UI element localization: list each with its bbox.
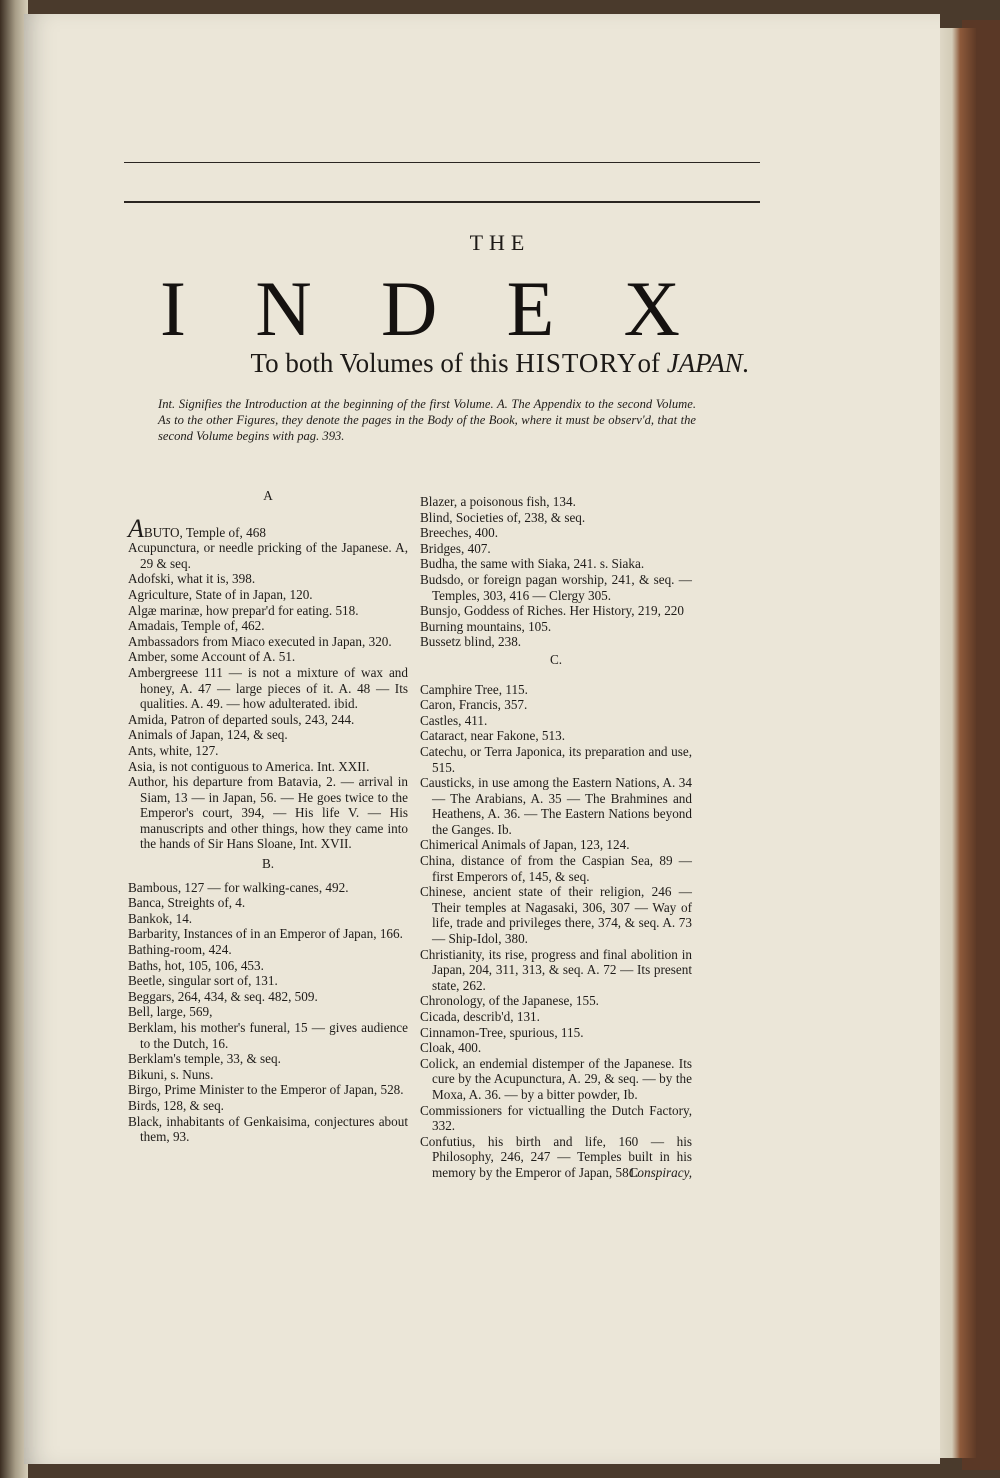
index-entry: Bathing-room, 424. <box>128 942 232 958</box>
index-entry: Bankok, 14. <box>128 910 193 926</box>
index-entry: Ambergreese 111 — is not a mixture of wax and honey, A. 47 — large pieces of it. A. 48 — Its qualities. A. 49. — how adulterated. ibid. <box>128 664 408 712</box>
index-entry: Ambassadors from Miaco executed in Japan, 320. <box>128 633 392 649</box>
index-entry: Birgo, Prime Minister to the Emperor of Japan, 528. <box>128 1082 404 1098</box>
entries-b-right <box>420 494 692 650</box>
index-entry: Author, his departure from Batavia, 2. — arrival in Siam, 13 — in Japan, 56. — He goes twice to the Emperor's court, 394, — His life V. — His manuscripts and other things, how they came into the hands of Sir Hans Sloane, Int. XVII. <box>128 774 408 852</box>
index-entry: Confutius, his birth and life, 160 — his Philosophy, 246, 247 — Temples built in his memory by the Emperor of Japan, 581. <box>420 1133 692 1180</box>
index-entry: Chinese, ancient state of their religion, 246 — Their temples at Nagasaki, 306, 307 — Way of life, trade and privileges there, 374, & seq. A. 73 — Ship-Idol, 380. <box>420 884 692 947</box>
subtitle-lead: To both Volumes of this <box>250 348 509 378</box>
title-letter: E <box>506 265 555 352</box>
header-rule-bottom <box>124 201 760 203</box>
index-entry: Animals of Japan, 124, & seq. <box>128 727 288 743</box>
index-entry: Amadais, Temple of, 462. <box>128 618 265 634</box>
index-entry: Birds, 128, & seq. <box>128 1097 224 1113</box>
index-entry: Acupunctura, or needle pricking of the Japanese. A, 29 & seq. <box>128 540 408 571</box>
entries-b-left <box>128 880 408 1145</box>
index-entry: Blazer, a poisonous fish, 134. <box>420 494 576 509</box>
index-entry: Bell, large, 569, <box>128 1004 213 1020</box>
title-letter: I <box>160 265 186 352</box>
index-entry: Beggars, 264, 434, & seq. 482, 509. <box>128 988 318 1004</box>
entries-a <box>128 540 408 852</box>
title-letter: N <box>255 265 312 352</box>
section-letter-b: B. <box>261 856 275 872</box>
title-letter: X <box>623 265 680 352</box>
index-entry: Breeches, 400. <box>420 525 498 541</box>
index-entry: Amida, Patron of departed souls, 243, 244. <box>128 711 355 727</box>
index-entry: Castles, 411. <box>420 712 488 728</box>
intro-note: Int. Signifies the Introduction at the beginning of the first Volume. A. The Appendix to the second Volume. As to the other Figures, they denote the pages in the Body of the Book, where it must be observ'd, that the second Volume begins with pag. 393. <box>158 397 696 443</box>
index-entry: Beetle, singular sort of, 131. <box>128 973 278 989</box>
index-entry: Baths, hot, 105, 106, 453. <box>128 957 264 973</box>
index-entry: Asia, is not contiguous to America. Int. XXII. <box>128 758 370 774</box>
section-letter-a: A <box>263 488 273 503</box>
section-letter-c: C. <box>549 651 563 667</box>
index-entry: Colick, an endemial distemper of the Japanese. Its cure by the Acupunctura, A. 29, & seq. — by the Moxa, A. 36. — by a bitter powder, Ib. <box>420 1055 692 1102</box>
header-rule-top <box>124 162 760 163</box>
index-entry <box>128 513 408 543</box>
index-entry: Caron, Francis, 357. <box>420 697 528 713</box>
title-index <box>160 265 680 352</box>
index-entry: Commissioners for victualling the Dutch Factory, 332. <box>420 1102 692 1134</box>
index-entry: Cicada, describ'd, 131. <box>420 1009 540 1024</box>
title-letter: D <box>380 265 438 352</box>
index-entry: Chronology, of the Japanese, 155. <box>420 993 599 1009</box>
index-entry: Barbarity, Instances of in an Emperor of Japan, 166. <box>128 926 403 942</box>
index-entry: Berklam, his mother's funeral, 15 — gives audience to the Dutch, 16. <box>128 1020 408 1051</box>
index-entry: Bambous, 127 — for walking-canes, 492. <box>128 879 349 895</box>
subtitle-of: of <box>637 348 660 378</box>
index-entry: Bussetz blind, 238. <box>420 634 522 650</box>
index-entry: China, distance of from the Caspian Sea, 89 — first Emperors of, 145, & seq. <box>420 853 692 884</box>
subtitle-japan: JAPAN. <box>666 348 750 378</box>
index-entry: Christianity, its rise, progress and final abolition in Japan, 204, 311, 313, & seq. A. 72 — Its present state, 262. <box>420 946 692 993</box>
right-column <box>420 494 692 1181</box>
index-entry: Budha, the same with Siaka, 241. s. Siaka. <box>420 556 645 572</box>
subtitle <box>0 348 1000 379</box>
index-entry: Bunsjo, Goddess of Riches. Her History, 219, 220 <box>420 603 684 619</box>
index-entry: Burning mountains, 105. <box>420 618 552 634</box>
entries-c <box>420 682 692 1181</box>
index-entry: Bridges, 407. <box>420 540 491 556</box>
title-the: THE <box>469 230 531 255</box>
left-column <box>128 486 408 1145</box>
index-entry: Bikuni, s. Nuns. <box>128 1066 214 1082</box>
index-entry: Ants, white, 127. <box>128 742 219 758</box>
index-entry: Camphire Tree, 115. <box>420 681 528 697</box>
index-entry: Blind, Societies of, 238, & seq. <box>420 509 586 525</box>
index-entry: Causticks, in use among the Eastern Nations, A. 34 — The Arabians, A. 35 — The Brahmines and Heathens, A. 36. — The Eastern Nations beyond the Ganges. Ib. <box>420 775 692 837</box>
index-entry: Adofski, what it is, 398. <box>128 571 256 587</box>
entry-text: BUTO, Temple of, 468 <box>143 524 266 540</box>
index-entry: Amber, some Account of A. 51. <box>128 649 296 665</box>
subtitle-history: HISTORY <box>515 348 638 378</box>
index-entry: Catechu, or Terra Japonica, its preparation and use, 515. <box>420 743 692 775</box>
index-entry: Berklam's temple, 33, & seq. <box>128 1051 281 1067</box>
drop-cap: A <box>128 513 144 543</box>
index-entry: Budsdo, or foreign pagan worship, 241, & seq. — Temples, 303, 416 — Clergy 305. <box>420 571 692 603</box>
index-entry: Cloak, 400. <box>420 1040 482 1056</box>
index-entry: Algæ marinæ, how prepar'd for eating. 518. <box>128 602 359 618</box>
index-entry: Banca, Streights of, 4. <box>128 895 246 911</box>
index-entry: Black, inhabitants of Genkaisima, conjectures about them, 93. <box>128 1113 408 1145</box>
index-entry: Chimerical Animals of Japan, 123, 124. <box>420 837 630 853</box>
index-entry: Cinnamon-Tree, spurious, 115. <box>420 1024 584 1040</box>
index-entry: Agriculture, State of in Japan, 120. <box>128 586 313 602</box>
catchword: Conspiracy, <box>628 1164 692 1180</box>
index-entry: Cataract, near Fakone, 513. <box>420 728 566 744</box>
